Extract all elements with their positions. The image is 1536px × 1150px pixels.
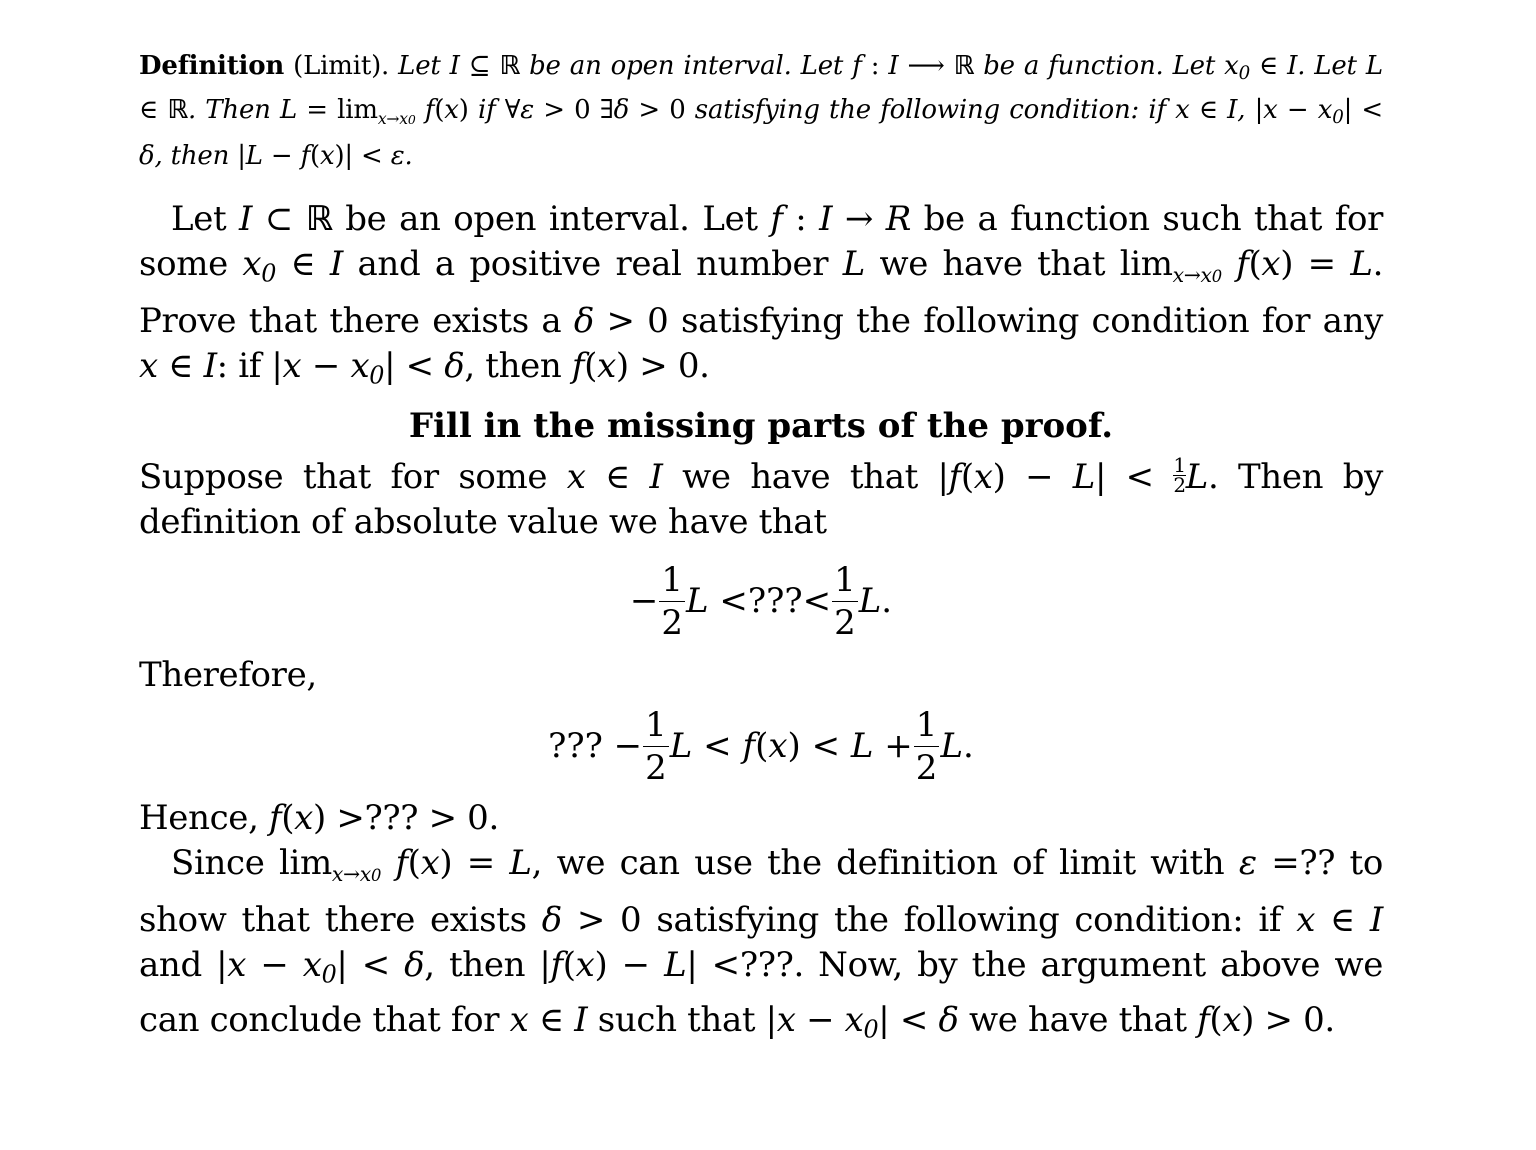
proof-therefore: Therefore, — [139, 655, 317, 696]
fraction-half: $\frac{1}{2}$ — [915, 704, 938, 788]
proof-since: Since $\lim_{x\to x0} f(x) = L$, we can use the definition of limit with ε =?? to show that there exists δ > 0 satisfying the following condition: if x ∈ I and $|x - x_0| < \delta$, then |f(x) − L| <???. Now, by the argument above we can conclude that for x ∈ I such that $|x - x_0| < \delta$ we have that f(x) > 0. — [139, 843, 1384, 1044]
document-page — [139, 48, 1383, 1053]
definition-line-2: $x_0$ ∈ I. Let L ∈ ℝ. Then $L = \lim_{x\to x0} f(x)$ if ∀ε > 0 ∃δ > 0 satisfying the following — [139, 51, 1383, 128]
definition-line-3: condition: if x ∈ I, $|x - x_0| < \delta$, then |L − f(x)| < ε. — [139, 95, 1383, 171]
instruction-heading: Fill in the missing parts of the proof. — [408, 406, 1114, 447]
fraction-half: $\frac{1}{2}$ — [661, 559, 684, 643]
proof-suppose: Suppose that for some x ∈ I we have that |f(x) − L| < $\frac{1}{2}$ L. Then by definition of absolute value we have that — [139, 452, 1383, 543]
definition-line-1: Let I ⊆ ℝ be an open interval. Let f : I ⟶ ℝ be a function. Let — [398, 51, 1216, 81]
fraction-half: $\frac{1}{2}$ — [1173, 452, 1186, 497]
definition-block — [139, 48, 1383, 175]
definition-heading: Definition — [139, 51, 285, 81]
display-equation-2: ??? − $\frac{1}{2}$ L < f(x) < L + $\frac{1}{2}$ L. — [548, 704, 974, 788]
display-equation-1: − $\frac{1}{2}$ L <???< $\frac{1}{2}$ L. — [629, 559, 893, 643]
fraction-half: $\frac{1}{2}$ — [645, 704, 667, 788]
problem-statement: Let I ⊂ ℝ be an open interval. Let f : I → R be a function such that for some $x_0$ ∈ I and a positive real number L we have that $\lim_{x\to x0} f(x) = L$. Prove that there exists a δ > 0 satisfying the following condition for any x ∈ I: if $|x - x_0| < \delta$, then f(x) > 0. — [139, 198, 1384, 390]
definition-tag: (Limit). — [293, 51, 390, 81]
proof-hence: Hence, f(x) >??? > 0. — [139, 798, 499, 839]
fraction-half: $\frac{1}{2}$ — [834, 559, 856, 643]
